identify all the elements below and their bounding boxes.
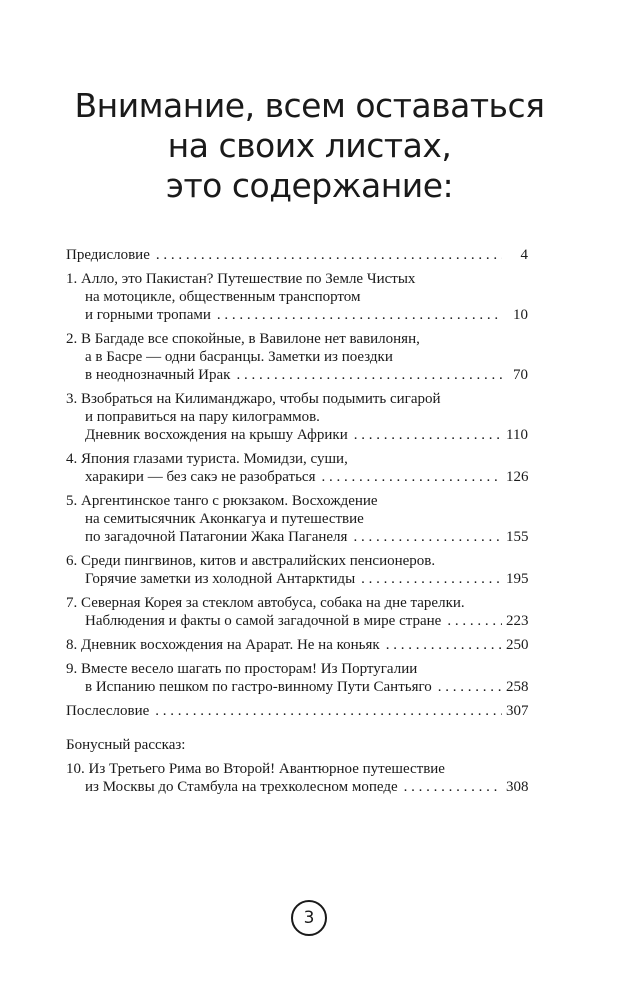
toc-entry-title-continued: харакири — без сакэ не разобраться bbox=[85, 469, 316, 485]
leader-dots bbox=[361, 570, 502, 588]
toc-entry-title-continued: в Испанию пешком по гастро-винному Пути Сантьяго bbox=[85, 679, 432, 695]
toc-page-number: 258 bbox=[506, 679, 529, 695]
toc-entry-7[interactable] bbox=[66, 594, 528, 630]
toc-entry-4[interactable] bbox=[66, 450, 528, 486]
toc-entry-title-continued: Горячие заметки из холодной Антарктиды bbox=[85, 571, 356, 587]
toc-entry-title-continued: на семитысячник Аконкагуа и путешествие bbox=[85, 511, 364, 527]
toc-page-number: 4 bbox=[520, 247, 528, 263]
toc-entry-title-continued: и горными тропами bbox=[85, 307, 211, 323]
toc-entry-title-continued: и поправиться на пару килограммов. bbox=[85, 409, 320, 425]
title-line-1: Внимание, всем оставаться bbox=[74, 86, 545, 125]
toc-entry-title-continued: а в Басре — одни басранцы. Заметки из поездки bbox=[85, 349, 393, 365]
toc-entry-title: 7. Северная Корея за стеклом автобуса, собака на дне тарелки. bbox=[66, 595, 465, 611]
toc-entry-3[interactable] bbox=[66, 390, 528, 444]
toc-entry-afterword[interactable] bbox=[66, 702, 528, 720]
toc-entry-title-continued: по загадочной Патагонии Жака Паганеля bbox=[85, 529, 348, 545]
toc-page-number: 126 bbox=[506, 469, 529, 485]
bonus-section-label: Бонусный рассказ: bbox=[66, 737, 186, 753]
toc-entry-6[interactable] bbox=[66, 552, 528, 588]
toc-entry-title-continued: Наблюдения и факты о самой загадочной в мире стране bbox=[85, 613, 442, 629]
table-of-contents bbox=[66, 246, 528, 802]
toc-entry-title-continued: из Москвы до Стамбула на трехколесном мопеде bbox=[85, 779, 398, 795]
toc-page-number: 308 bbox=[506, 779, 529, 795]
toc-page-number: 155 bbox=[506, 529, 529, 545]
toc-entry-preface[interactable] bbox=[66, 246, 528, 264]
toc-entry-title: 8. Дневник восхождения на Арарат. Не на коньяк bbox=[66, 637, 380, 653]
toc-page-number: 307 bbox=[506, 703, 529, 719]
toc-page-number: 223 bbox=[506, 613, 529, 629]
toc-entry-title: Предисловие bbox=[66, 247, 150, 263]
toc-entry-8[interactable] bbox=[66, 636, 528, 654]
leader-dots bbox=[155, 702, 502, 720]
leader-dots bbox=[438, 678, 502, 696]
title-line-2: на своих листах, bbox=[167, 126, 452, 165]
leader-dots bbox=[354, 426, 502, 444]
leader-dots bbox=[404, 778, 502, 796]
page-title bbox=[0, 86, 619, 206]
toc-entry-title: 10. Из Третьего Рима во Второй! Авантюрное путешествие bbox=[66, 761, 445, 777]
toc-entry-title: 6. Среди пингвинов, китов и австралийских пенсионеров. bbox=[66, 553, 436, 569]
toc-entry-title-continued: в неоднозначный Ирак bbox=[85, 367, 231, 383]
leader-dots bbox=[447, 612, 502, 630]
toc-entry-title-continued: Дневник восхождения на крышу Африки bbox=[85, 427, 348, 443]
toc-page-number: 250 bbox=[506, 637, 529, 653]
page-number-badge bbox=[291, 900, 327, 936]
toc-page-number: 10 bbox=[513, 307, 528, 323]
leader-dots bbox=[321, 468, 502, 486]
leader-dots bbox=[217, 306, 502, 324]
leader-dots bbox=[236, 366, 502, 384]
leader-dots bbox=[386, 636, 502, 654]
toc-entry-title: 3. Взобраться на Килиманджаро, чтобы подымить сигарой bbox=[66, 391, 441, 407]
title-line-3: это содержание: bbox=[165, 166, 454, 205]
toc-page-number: 110 bbox=[506, 427, 528, 443]
leader-dots bbox=[353, 528, 502, 546]
toc-entry-1[interactable] bbox=[66, 270, 528, 324]
toc-entry-title: 2. В Багдаде все спокойные, в Вавилоне нет вавилонян, bbox=[66, 331, 420, 347]
toc-entry-title: Послесловие bbox=[66, 703, 150, 719]
toc-entry-title: 5. Аргентинское танго с рюкзаком. Восхождение bbox=[66, 493, 378, 509]
toc-entry-title: 1. Алло, это Пакистан? Путешествие по Земле Чистых bbox=[66, 271, 416, 287]
toc-page-number: 70 bbox=[513, 367, 528, 383]
page-number: 3 bbox=[303, 908, 315, 928]
toc-entry-10[interactable] bbox=[66, 760, 528, 796]
toc-entry-9[interactable] bbox=[66, 660, 528, 696]
toc-entry-title: 9. Вместе весело шагать по просторам! Из Португалии bbox=[66, 661, 418, 677]
toc-entry-2[interactable] bbox=[66, 330, 528, 384]
toc-entry-title: 4. Япония глазами туриста. Момидзи, суши, bbox=[66, 451, 348, 467]
toc-entry-title-continued: на мотоцикле, общественным транспортом bbox=[85, 289, 361, 305]
toc-entry-5[interactable] bbox=[66, 492, 528, 546]
leader-dots bbox=[156, 246, 502, 264]
toc-page-number: 195 bbox=[506, 571, 529, 587]
